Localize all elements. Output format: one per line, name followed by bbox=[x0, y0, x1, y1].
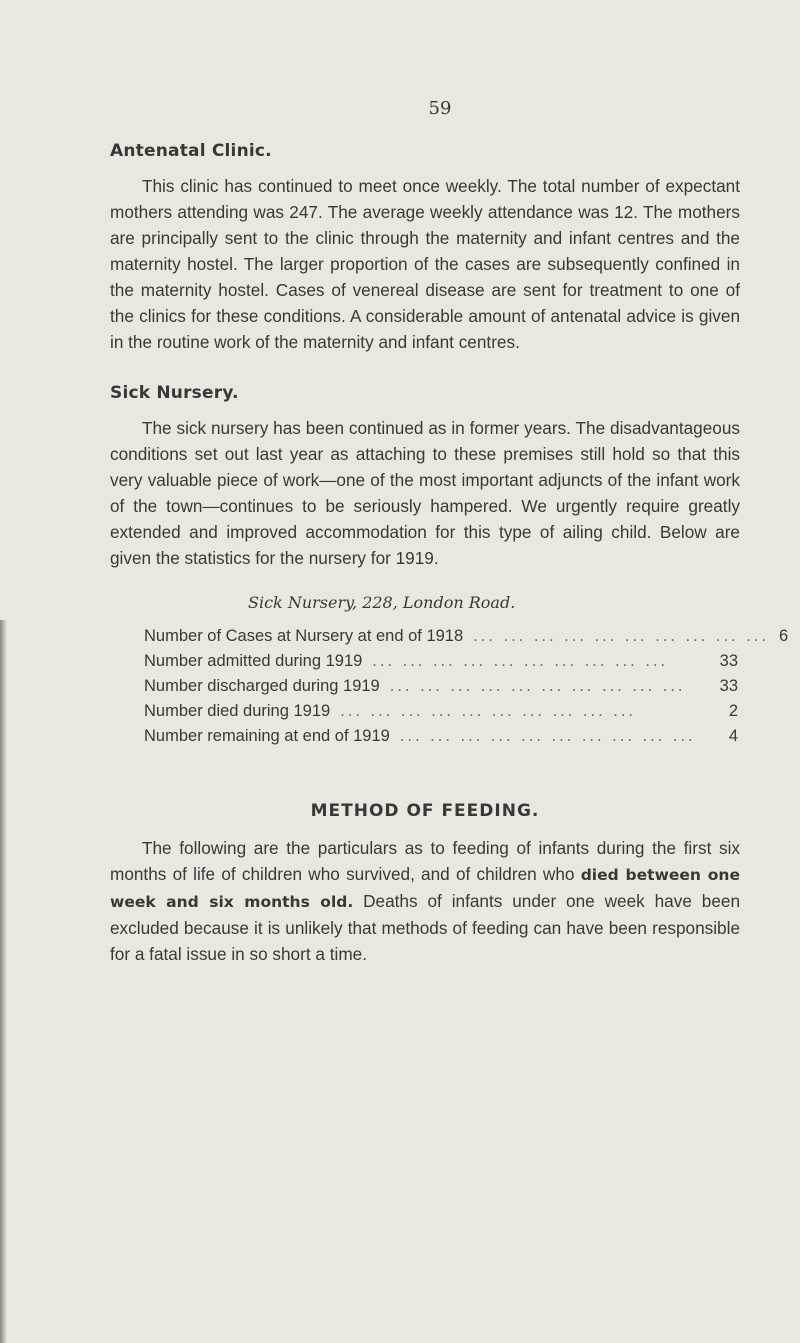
leader-dots: ... ... ... ... ... ... ... ... ... ... bbox=[399, 727, 696, 745]
statistics-value: 33 bbox=[719, 677, 738, 695]
leader-dots: ... ... ... ... ... ... ... ... ... ... bbox=[372, 652, 669, 670]
feeding-text-start: The following are the particulars as to feeding of infants during the first six months of life of children who survived, and of children who bbox=[110, 838, 740, 884]
statistics-label: Number discharged during 1919 bbox=[144, 677, 380, 695]
leader-dots: ... ... ... ... ... ... ... ... ... ... bbox=[340, 702, 637, 720]
statistics-value: 2 bbox=[728, 702, 738, 720]
statistics-label: Number of Cases at Nursery at end of 1918 bbox=[144, 627, 464, 645]
page-edge-shadow bbox=[0, 620, 7, 1343]
feeding-text-end: Deaths of infants under one week have been excluded because it is unlikely that methods of feeding can have been responsible for a fatal issue in so short a time. bbox=[110, 891, 741, 964]
statistics-row bbox=[144, 674, 738, 699]
statistics-row bbox=[144, 724, 738, 749]
method-of-feeding-paragraph bbox=[110, 835, 740, 967]
statistics-row bbox=[144, 699, 738, 724]
statistics-value: 6 bbox=[778, 627, 789, 645]
document-page bbox=[110, 98, 789, 967]
feeding-text-bold: died between one week and six months old. bbox=[110, 866, 740, 911]
statistics-value: 33 bbox=[719, 652, 738, 670]
leader-dots: ... ... ... ... ... ... ... ... ... ... bbox=[473, 627, 769, 645]
page-number: 59 bbox=[428, 98, 452, 119]
method-of-feeding-title: METHOD OF FEEDING. bbox=[310, 801, 540, 821]
antenatal-clinic-paragraph: This clinic has continued to meet once weekly. The total number of expectant mothers attending was 247. The average weekly attendance was 12. The mothers are principally sent to the clinic through the maternity and infant centres and the maternity hostel. The larger proportion of the cases are subsequently confined in the maternity hostel. Cases of venereal disease are sent for treatment to one of the clinics for these conditions. A considerable amount of antenatal advice is given in the routine work of the maternity and infant centres. bbox=[110, 176, 740, 352]
antenatal-clinic-heading: Antenatal Clinic. bbox=[110, 141, 272, 161]
statistics-row bbox=[144, 649, 738, 674]
statistics-value: 4 bbox=[728, 727, 738, 745]
sick-nursery-table-caption: Sick Nursery, 228, London Road. bbox=[248, 593, 516, 612]
statistics-label: Number admitted during 1919 bbox=[144, 652, 363, 670]
leader-dots: ... ... ... ... ... ... ... ... ... ... bbox=[389, 677, 686, 695]
statistics-label: Number remaining at end of 1919 bbox=[144, 727, 390, 745]
sick-nursery-paragraph: The sick nursery has been continued as in former years. The disadvantageous conditions set out last year as attaching to these premises still hold so that this very valuable piece of work—one of the most important adjuncts of the infant work of the town—continues to be seriously hampered. We urgently require greatly extended and improved accommodation for this type of ailing child. Below are given the statistics for the nursery for 1919. bbox=[110, 418, 740, 568]
sick-nursery-statistics-table bbox=[144, 624, 789, 749]
statistics-label: Number died during 1919 bbox=[144, 702, 331, 720]
statistics-row bbox=[144, 624, 789, 649]
sick-nursery-heading: Sick Nursery. bbox=[110, 383, 239, 403]
